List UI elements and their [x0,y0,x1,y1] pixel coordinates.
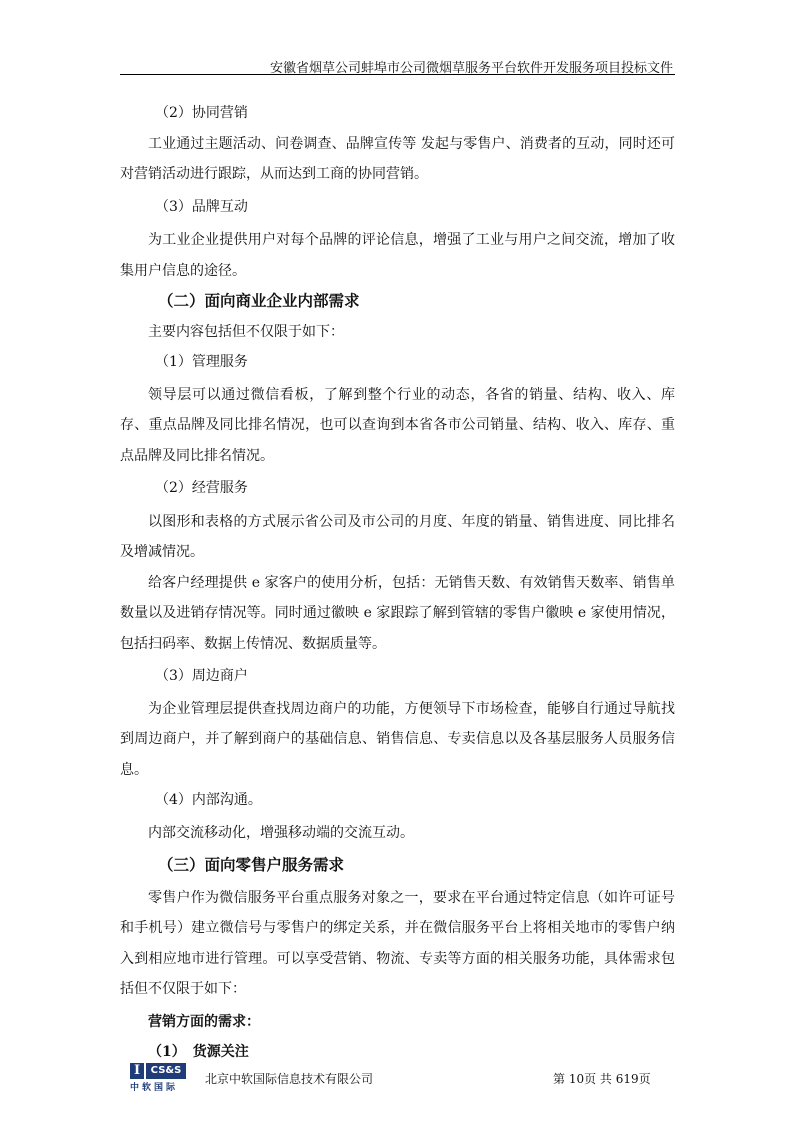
footer-company: 北京中软国际信息技术有限公司 [205,1072,374,1086]
paragraph: 零售户作为微信服务平台重点服务对象之一，要求在平台通过特定信息（如许可证号和手机号）建立微信号与零售户的绑定关系，并在微信服务平台上将相关地市的零售户纳入到相应地市进行管理。可以享受营销、物流、专卖等方面的相关服务功能，具体需求包括但不仅限于如下： [120,889,675,997]
paragraph: 内部交流移动化，增强移动端的交流互动。 [148,824,414,841]
paragraph: 主要内容包括但不仅限于如下： [148,323,344,340]
paragraph: 为企业管理层提供查找周边商户的功能，方便领导下市场检查，能够自行通过导航找到周边商户，并了解到商户的基础信息、销售信息、专卖信息以及各基层服务人员服务信息。 [120,700,675,778]
page-number: 第 10页 共 619页 [553,1072,651,1086]
paragraph: 给客户经理提供 e 家客户的使用分析，包括：无销售天数、有效销售天数率、销售单数量以及进销存情况等。同时通过徽映 e 家跟踪了解到管辖的零售户徽映 e 家使用情况，包括扫码率、数据上传情况、数据质量等。 [120,574,675,652]
bold-label: 营销方面的需求： [148,1013,260,1030]
bold-label: （1） 货源关注 [148,1044,249,1060]
section-heading: （三）面向零售户服务需求 [158,855,345,874]
header-rule [120,74,675,75]
subsection-title: （2）经营服务 [155,480,248,496]
paragraph: 领导层可以通过微信看板，了解到整个行业的动态，各省的销量、结构、收入、库存、重点品牌及同比排名情况，也可以查询到本省各市公司销量、结构、收入、库存、重点品牌及同比排名情况。 [120,386,675,464]
logo-cn: 中软国际 [130,1083,179,1093]
paragraph: 工业通过主题活动、问卷调查、品牌宣传等 发起与零售户、消费者的互动，同时还可对营销活动进行跟踪，从而达到工商的协同营销。 [120,135,675,182]
company-logo [130,1063,186,1091]
subsection-title: （1）管理服务 [155,354,248,370]
document-body [120,98,675,1068]
logo-mark: I [130,1063,144,1079]
subsection-title: （3）周边商户 [155,668,248,684]
section-heading: （二）面向商业企业内部需求 [158,291,360,310]
subsection-title: （4）内部沟通。 [155,792,262,808]
paragraph: 以图形和表格的方式展示省公司及市公司的月度、年度的销量、销售进度、同比排名及增减情况。 [120,513,675,560]
paragraph: 为工业企业提供用户对每个品牌的评论信息，增强了工业与用户之间交流，增加了收集用户信息的途径。 [120,232,675,279]
logo-cs: CS&S [146,1063,186,1079]
running-header: 安徽省烟草公司蚌埠市公司微烟草服务平台软件开发服务项目投标文件 [269,61,673,76]
subsection-title: （3）品牌互动 [155,198,248,215]
subsection-title: （2）协同营销 [155,105,248,121]
